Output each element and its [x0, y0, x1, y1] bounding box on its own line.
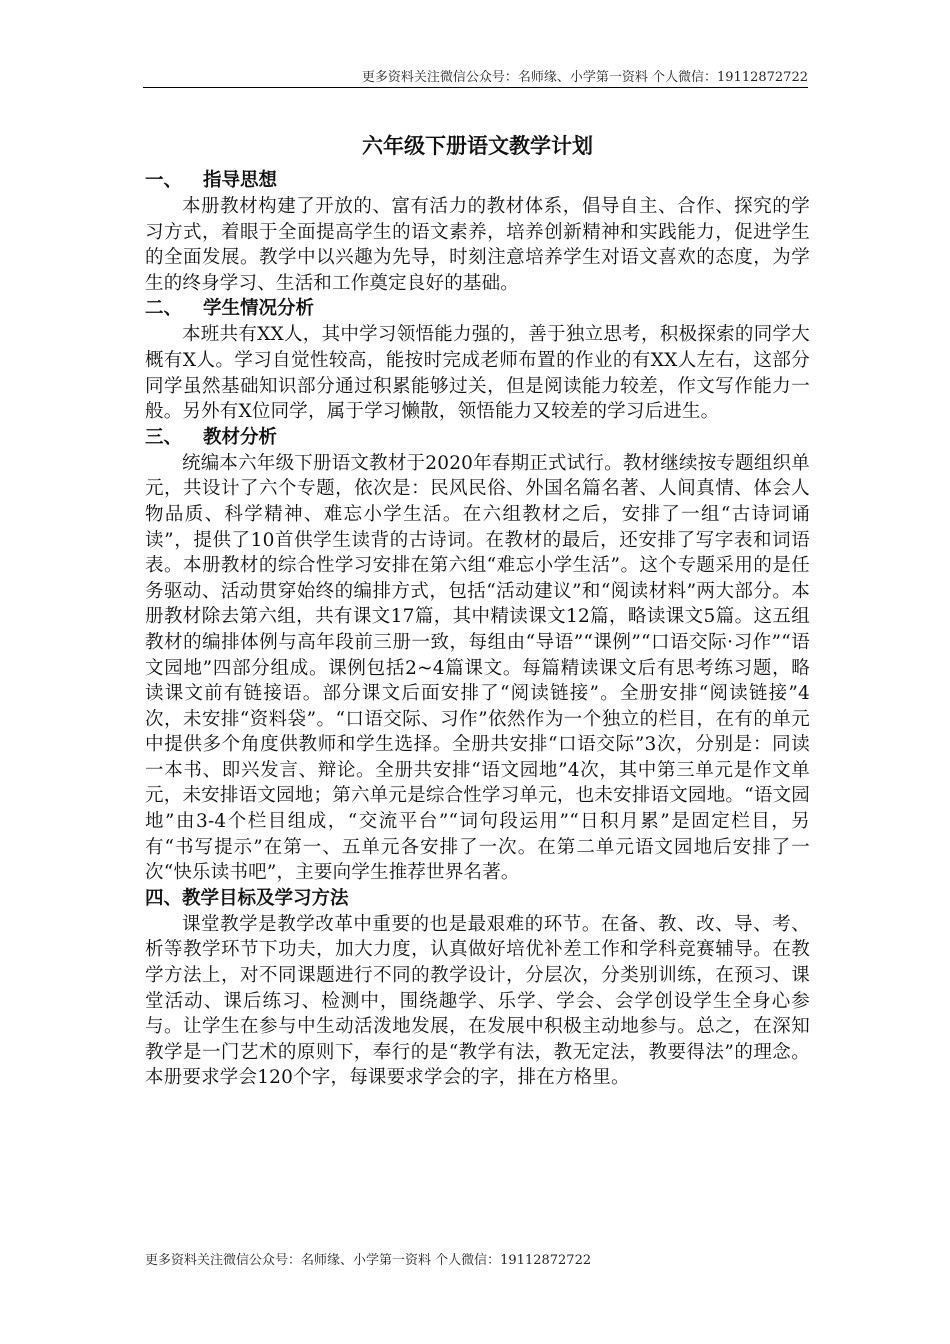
section-paragraph: 本班共有XX人，其中学习领悟能力强的，善于独立思考，积极探索的同学大概有X人。学习自觉性较高，能按时完成老师布置的作业的有XX人左右，这部分同学虽然基础知识部分通过积累能够过关，但是阅读能力较差，作文写作能力一般。另外有X位同学，属于学习懒散，领悟能力又较差的学习后进生。	[145, 324, 810, 423]
section-number: 三、	[145, 426, 183, 448]
section-paragraph: 课堂教学是教学改革中重要的也是最艰难的环节。在备、教、改、导、考、析等教学环节下功夫，加大力度，认真做好培优补差工作和学科竞赛辅导。在教学方法上，对不同课题进行不同的教学设计，分层次，分类别训练，在预习、课堂活动、课后练习、检测中，围绕趣学、乐学、学会、会学创设学生全身心参与。让学生在参与中生动活泼地发展，在发展中积极主动地参与。总之，在深知教学是一门艺术的原则下，奉行的是“教学有法，教无定法，教要得法”的理念。本册要求学会120个字，每课要求学会的字，排在方格里。	[145, 913, 810, 1089]
section-heading	[145, 168, 810, 194]
section-title: 教材分析	[203, 426, 278, 448]
section-paragraph: 本册教材构建了开放的、富有活力的教材体系，倡导自主、合作、探究的学习方式，着眼于全面提高学生的语文素养，培养创新精神和实践能力，促进学生的全面发展。教学中以兴趣为先导，时刻注意培养学生对语文喜欢的态度，为学生的终身学习、生活和工作奠定良好的基础。	[145, 196, 810, 294]
section-title: 指导思想	[203, 170, 278, 191]
section-title: 教学目标及学习方法	[182, 887, 349, 909]
section-textbook-analysis	[145, 425, 810, 886]
document-title: 六年级下册语文教学计划	[362, 133, 593, 158]
section-paragraph: 统编本六年级下册语文教材于2020年春期正式试行。教材继续按专题组织单元，共设计了六个专题，依次是：民风民俗、外国名篇名著、人间真情、体会人物品质、科学精神、难忘小学生活。在六组教材之后，安排了一组“古诗词诵读”，提供了10首供学生读背的古诗词。在教材的最后，还安排了写字表和词语表。本册教材的综合性学习安排在第六组“难忘小学生活”。这个专题采用的是任务驱动、活动贯穿始终的编排方式，包括“活动建议”和“阅读材料”两大部分。本册教材除去第六组，共有课文17篇，其中精读课文12篇，略读课文5篇。这五组教材的编排体例与高年段前三册一致，每组由“导语”“课例”“口语交际·习作”“语文园地”四部分组成。课例包括2~4篇课文。每篇精读课文后有思考练习题，略读课文前有链接语。部分课文后面安排了“阅读链接”。全册安排“阅读链接”4次，未安排“资料袋”。“口语交际、习作”依然作为一个独立的栏目，在有的单元中提供多个角度供教师和学生选择。全册共安排“口语交际”3次，分别是：同读一本书、即兴发言、辩论。全册共安排“语文园地”4次，其中第三单元是作文单元，未安排语文园地；第六单元是综合性学习单元，也未安排语文园地。“语文园地”由3-4个栏目组成，“交流平台”“词句段运用”“日积月累”是固定栏目，另有“书写提示”在第一、五单元各安排了一次。在第二单元语文园地后安排了一次“快乐读书吧”，主要向学生推荐世界名著。	[145, 452, 810, 884]
document-body	[145, 130, 810, 1091]
page-footer-text: 更多资料关注微信公众号：名师缘、小学第一资料 个人微信：19112872722	[145, 1253, 592, 1268]
section-number: 二、	[145, 298, 183, 320]
section-heading	[145, 425, 810, 451]
section-heading	[145, 296, 810, 322]
section-teaching-goals	[145, 886, 810, 1091]
section-guiding-ideology	[145, 168, 810, 296]
page-header-text: 更多资料关注微信公众号：名师缘、小学第一资料 个人微信：19112872722	[361, 70, 808, 85]
section-heading	[145, 886, 810, 912]
section-number: 一、	[145, 170, 183, 191]
section-number: 四、	[145, 887, 183, 909]
header-divider	[143, 87, 808, 88]
section-title: 学生情况分析	[203, 298, 315, 320]
section-student-analysis	[145, 296, 810, 424]
